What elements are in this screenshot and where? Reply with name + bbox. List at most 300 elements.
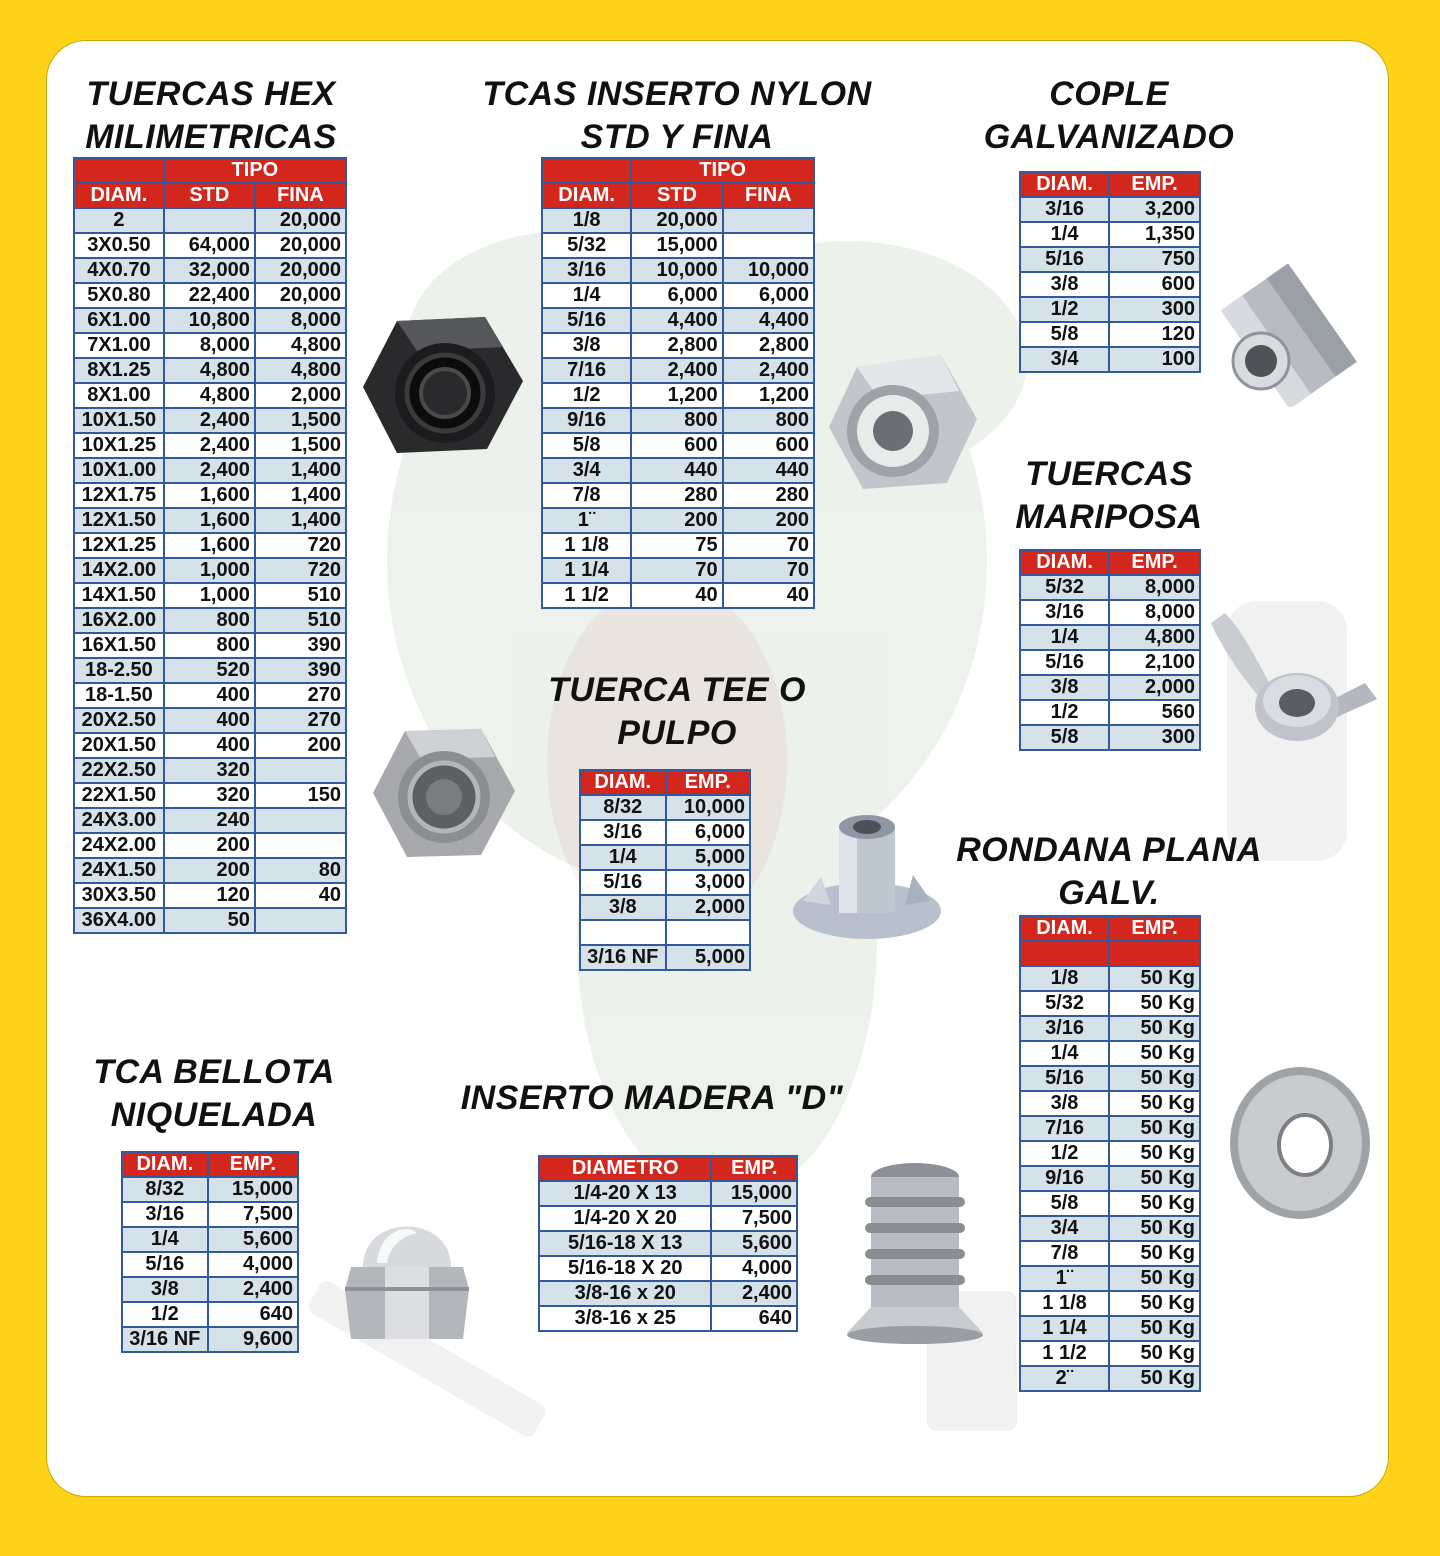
quantity-cell: 50 Kg (1109, 1041, 1200, 1066)
quantity-cell: 150 (255, 783, 346, 808)
quantity-cell: 50 Kg (1109, 1116, 1200, 1141)
diameter-cell: 8X1.25 (74, 358, 164, 383)
quantity-cell: 280 (631, 483, 722, 508)
table-row (74, 683, 346, 708)
quantity-cell: 2,400 (723, 358, 814, 383)
diameter-cell: 5/8 (1020, 322, 1109, 347)
column-header-cell: DIAM. (74, 183, 164, 208)
table-row (74, 433, 346, 458)
diameter-cell: 3/4 (1020, 1216, 1109, 1241)
table-row (1020, 966, 1200, 991)
diameter-cell: 1 1/2 (1020, 1341, 1109, 1366)
diameter-cell: 1/4 (580, 845, 666, 870)
quantity-cell: 4,800 (255, 358, 346, 383)
quantity-cell: 50 Kg (1109, 1316, 1200, 1341)
diameter-cell: 3/8 (542, 333, 631, 358)
quantity-cell: 2,400 (711, 1281, 797, 1306)
table-row (542, 408, 814, 433)
diameter-cell: 5/16-18 X 13 (539, 1231, 711, 1256)
nylon-lock-nut-icon (823, 337, 983, 497)
quantity-cell: 800 (631, 408, 722, 433)
diameter-cell: 7/8 (542, 483, 631, 508)
table-header-row (1020, 916, 1200, 941)
bellota-title-line1: TCA BELLOTA (93, 1053, 335, 1091)
table-row (122, 1302, 298, 1327)
table-row (1020, 1166, 1200, 1191)
header-tipo-cell: TIPO (164, 158, 346, 183)
table-row (74, 383, 346, 408)
quantity-cell: 400 (164, 683, 255, 708)
quantity-cell: 50 Kg (1109, 1291, 1200, 1316)
quantity-cell: 1,200 (631, 383, 722, 408)
quantity-cell: 1,400 (255, 483, 346, 508)
quantity-cell: 2,000 (255, 383, 346, 408)
table-row (542, 433, 814, 458)
diameter-cell: 3/8 (580, 895, 666, 920)
diameter-cell: 30X3.50 (74, 883, 164, 908)
diameter-cell: 1/4-20 X 20 (539, 1206, 711, 1231)
quantity-cell: 9,600 (208, 1327, 298, 1352)
table-row (74, 483, 346, 508)
table-row (1020, 1141, 1200, 1166)
quantity-cell: 70 (631, 558, 722, 583)
quantity-cell: 200 (631, 508, 722, 533)
table-row (1020, 650, 1200, 675)
quantity-cell: 20,000 (255, 258, 346, 283)
diameter-cell: 2¨ (1020, 1366, 1109, 1391)
quantity-cell: 1,200 (723, 383, 814, 408)
table-row (74, 633, 346, 658)
quantity-cell: 5,600 (711, 1231, 797, 1256)
hex-nut-black-icon (357, 303, 527, 463)
table-row (74, 583, 346, 608)
diameter-cell: 18-2.50 (74, 658, 164, 683)
cople-title-line2: GALVANIZADO (983, 118, 1235, 156)
diameter-cell: 5/16 (122, 1252, 208, 1277)
table-row (1020, 222, 1200, 247)
quantity-cell: 50 Kg (1109, 966, 1200, 991)
table-row (539, 1306, 797, 1331)
column-header-cell: DIAM. (1020, 550, 1109, 575)
quantity-cell: 120 (1109, 322, 1200, 347)
table-row (1020, 322, 1200, 347)
table-row (74, 333, 346, 358)
quantity-cell: 640 (208, 1302, 298, 1327)
table-row (74, 758, 346, 783)
nylon-title-line1: TCAS INSERTO NYLON (482, 75, 872, 113)
column-header-cell: DIAM. (580, 770, 666, 795)
quantity-cell: 50 Kg (1109, 1241, 1200, 1266)
quantity-cell: 2,400 (164, 458, 255, 483)
diameter-cell: 3/8 (1020, 1091, 1109, 1116)
hex-nut-zinc-icon (369, 717, 519, 867)
hex-nuts-title (61, 73, 361, 159)
table-row (580, 795, 750, 820)
wing-nut-icon (1205, 603, 1385, 753)
diameter-cell: 3/8 (122, 1277, 208, 1302)
diameter-cell: 1/4 (1020, 625, 1109, 650)
madera-table (538, 1155, 798, 1332)
column-header-cell: DIAM. (122, 1152, 208, 1177)
quantity-cell: 720 (255, 558, 346, 583)
diameter-cell: 3/16 NF (580, 945, 666, 970)
table-row (122, 1202, 298, 1227)
diameter-cell: 22X2.50 (74, 758, 164, 783)
diameter-cell: 10X1.25 (74, 433, 164, 458)
quantity-cell: 2,400 (631, 358, 722, 383)
table-header-row (74, 158, 346, 183)
quantity-cell: 520 (164, 658, 255, 683)
tee-title-line1: TUERCA TEE O (548, 671, 806, 709)
table-row (542, 483, 814, 508)
quantity-cell: 390 (255, 658, 346, 683)
diameter-cell: 3/4 (542, 458, 631, 483)
diameter-cell: 12X1.75 (74, 483, 164, 508)
table-row (1020, 725, 1200, 750)
wood-insert-icon (845, 1157, 985, 1347)
nylon-nuts-title (467, 73, 887, 159)
table-row (1020, 991, 1200, 1016)
quantity-cell (255, 833, 346, 858)
quantity-cell: 50 Kg (1109, 1341, 1200, 1366)
quantity-cell: 75 (631, 533, 722, 558)
quantity-cell: 40 (723, 583, 814, 608)
quantity-cell: 720 (255, 533, 346, 558)
diameter-cell: 24X1.50 (74, 858, 164, 883)
diameter-cell: 3/8-16 x 25 (539, 1306, 711, 1331)
table-row (74, 208, 346, 233)
mariposa-title (987, 453, 1231, 539)
quantity-cell: 2,000 (1109, 675, 1200, 700)
diameter-cell: 1 1/4 (542, 558, 631, 583)
quantity-cell: 5,600 (208, 1227, 298, 1252)
table-row (1020, 1116, 1200, 1141)
quantity-cell: 70 (723, 533, 814, 558)
column-header-cell: DIAM. (542, 183, 631, 208)
column-header-cell: FINA (723, 183, 814, 208)
quantity-cell: 1,500 (255, 408, 346, 433)
table-row (542, 308, 814, 333)
diameter-cell (1020, 941, 1109, 966)
table-row (539, 1256, 797, 1281)
quantity-cell: 4,800 (164, 358, 255, 383)
column-header-cell: EMP. (208, 1152, 298, 1177)
quantity-cell: 440 (631, 458, 722, 483)
nylon-nuts-table (541, 157, 815, 609)
table-row (580, 895, 750, 920)
bellota-title-line2: NIQUELADA (110, 1096, 318, 1134)
table-header-row (542, 158, 814, 183)
quantity-cell: 64,000 (164, 233, 255, 258)
quantity-cell: 8,000 (255, 308, 346, 333)
table-row (122, 1227, 298, 1252)
table-row (1020, 1341, 1200, 1366)
tee-nut-title (517, 669, 837, 755)
diameter-cell: 5/32 (1020, 991, 1109, 1016)
quantity-cell: 600 (723, 433, 814, 458)
hex-title-line1: TUERCAS HEX (86, 75, 336, 113)
diameter-cell: 3/16 (122, 1202, 208, 1227)
table-row (74, 458, 346, 483)
quantity-cell: 50 Kg (1109, 1191, 1200, 1216)
table-row (74, 558, 346, 583)
quantity-cell: 20,000 (255, 233, 346, 258)
column-header-cell: EMP. (1109, 550, 1200, 575)
diameter-cell: 5/16 (1020, 1066, 1109, 1091)
table-row (74, 883, 346, 908)
diameter-cell: 5/16 (542, 308, 631, 333)
quantity-cell: 8,000 (1109, 600, 1200, 625)
quantity-cell: 200 (255, 733, 346, 758)
quantity-cell (723, 208, 814, 233)
quantity-cell: 270 (255, 708, 346, 733)
quantity-cell: 6,000 (666, 820, 751, 845)
table-row (74, 608, 346, 633)
column-header-cell: EMP. (1109, 916, 1200, 941)
quantity-cell: 120 (164, 883, 255, 908)
quantity-cell: 1,600 (164, 533, 255, 558)
quantity-cell: 400 (164, 733, 255, 758)
table-row (74, 733, 346, 758)
quantity-cell: 640 (711, 1306, 797, 1331)
mariposa-title-line2: MARIPOSA (1015, 498, 1203, 536)
quantity-cell (255, 758, 346, 783)
quantity-cell: 10,000 (723, 258, 814, 283)
header-tipo-cell: TIPO (631, 158, 814, 183)
quantity-cell: 1,350 (1109, 222, 1200, 247)
diameter-cell: 2 (74, 208, 164, 233)
quantity-cell: 20,000 (255, 283, 346, 308)
table-header-row (122, 1152, 298, 1177)
quantity-cell: 300 (1109, 297, 1200, 322)
table-row (74, 358, 346, 383)
table-header-row (580, 770, 750, 795)
quantity-cell: 80 (255, 858, 346, 883)
table-row (542, 533, 814, 558)
diameter-cell: 3/16 (1020, 600, 1109, 625)
diameter-cell: 1/4 (1020, 1041, 1109, 1066)
nylon-title-line2: STD Y FINA (580, 118, 774, 156)
quantity-cell: 2,000 (666, 895, 751, 920)
hex-nuts-table (73, 157, 347, 934)
quantity-cell: 4,000 (711, 1256, 797, 1281)
quantity-cell: 2,400 (164, 408, 255, 433)
diameter-cell: 16X1.50 (74, 633, 164, 658)
quantity-cell: 8,000 (164, 333, 255, 358)
diameter-cell: 20X1.50 (74, 733, 164, 758)
table-row (74, 283, 346, 308)
quantity-cell: 510 (255, 583, 346, 608)
diameter-cell: 3/16 (1020, 1016, 1109, 1041)
diameter-cell: 10X1.50 (74, 408, 164, 433)
quantity-cell: 32,000 (164, 258, 255, 283)
diameter-cell: 9/16 (542, 408, 631, 433)
quantity-cell: 4,800 (164, 383, 255, 408)
quantity-cell: 7,500 (208, 1202, 298, 1227)
diameter-cell: 1/4 (1020, 222, 1109, 247)
quantity-cell: 1,000 (164, 558, 255, 583)
quantity-cell: 440 (723, 458, 814, 483)
column-header-cell: DIAM. (1020, 172, 1109, 197)
table-row (542, 508, 814, 533)
table-row (74, 533, 346, 558)
table-row (542, 558, 814, 583)
bellota-table (121, 1151, 299, 1353)
diameter-cell: 4X0.70 (74, 258, 164, 283)
quantity-cell: 2,800 (723, 333, 814, 358)
table-row (1020, 675, 1200, 700)
table-row (1020, 575, 1200, 600)
quantity-cell: 70 (723, 558, 814, 583)
diameter-cell: 1/2 (122, 1302, 208, 1327)
cople-title-line1: COPLE (1049, 75, 1169, 113)
diameter-cell: 3/8 (1020, 675, 1109, 700)
table-row (580, 845, 750, 870)
table-row (1020, 1241, 1200, 1266)
tee-nut-table (579, 769, 751, 971)
quantity-cell: 50 Kg (1109, 1141, 1200, 1166)
table-header-row (74, 183, 346, 208)
quantity-cell: 22,400 (164, 283, 255, 308)
table-header-row (1020, 550, 1200, 575)
quantity-cell: 1,600 (164, 508, 255, 533)
table-row (580, 870, 750, 895)
table-row (1020, 347, 1200, 372)
quantity-cell: 1,400 (255, 508, 346, 533)
table-row (122, 1177, 298, 1202)
quantity-cell: 15,000 (208, 1177, 298, 1202)
diameter-cell: 5/8 (542, 433, 631, 458)
diameter-cell: 3/16 (580, 820, 666, 845)
quantity-cell: 20,000 (255, 208, 346, 233)
table-row (1020, 1016, 1200, 1041)
quantity-cell: 510 (255, 608, 346, 633)
column-header-cell: DIAMETRO (539, 1156, 711, 1181)
table-header-row (539, 1156, 797, 1181)
diameter-cell: 24X3.00 (74, 808, 164, 833)
quantity-cell: 50 Kg (1109, 1366, 1200, 1391)
diameter-cell: 16X2.00 (74, 608, 164, 633)
diameter-cell: 20X2.50 (74, 708, 164, 733)
tee-title-line2: PULPO (617, 714, 737, 752)
table-row (1020, 700, 1200, 725)
table-row (74, 408, 346, 433)
table-row (539, 1181, 797, 1206)
table-row (1020, 1216, 1200, 1241)
diameter-cell: 1¨ (1020, 1266, 1109, 1291)
column-header-cell: EMP. (666, 770, 751, 795)
quantity-cell (723, 233, 814, 258)
quantity-cell: 300 (1109, 725, 1200, 750)
table-row (1020, 625, 1200, 650)
quantity-cell: 15,000 (711, 1181, 797, 1206)
table-row (539, 1281, 797, 1306)
diameter-cell: 1/8 (542, 208, 631, 233)
table-row (1020, 941, 1200, 966)
table-row (580, 820, 750, 845)
diameter-cell: 22X1.50 (74, 783, 164, 808)
quantity-cell: 10,800 (164, 308, 255, 333)
diameter-cell: 1/4 (122, 1227, 208, 1252)
diameter-cell: 9/16 (1020, 1166, 1109, 1191)
quantity-cell: 270 (255, 683, 346, 708)
quantity-cell: 6,000 (723, 283, 814, 308)
diameter-cell: 3/16 (1020, 197, 1109, 222)
quantity-cell: 400 (164, 708, 255, 733)
diameter-cell: 3/8 (1020, 272, 1109, 297)
table-row (1020, 247, 1200, 272)
diameter-cell: 5/32 (542, 233, 631, 258)
table-row (542, 583, 814, 608)
diameter-cell: 1 1/2 (542, 583, 631, 608)
cople-table (1019, 171, 1201, 373)
quantity-cell: 4,800 (255, 333, 346, 358)
coupling-nut-icon (1211, 257, 1361, 407)
acorn-nut-icon (337, 1193, 477, 1353)
quantity-cell: 4,400 (723, 308, 814, 333)
madera-title (457, 1077, 847, 1120)
diameter-cell: 12X1.25 (74, 533, 164, 558)
table-row (539, 1231, 797, 1256)
quantity-cell: 600 (1109, 272, 1200, 297)
diameter-cell: 3/16 (542, 258, 631, 283)
quantity-cell: 280 (723, 483, 814, 508)
diameter-cell: 3X0.50 (74, 233, 164, 258)
quantity-cell: 100 (1109, 347, 1200, 372)
table-header-row (1020, 172, 1200, 197)
quantity-cell: 3,200 (1109, 197, 1200, 222)
table-row (74, 833, 346, 858)
table-row (74, 258, 346, 283)
table-row (74, 708, 346, 733)
diameter-cell: 14X2.00 (74, 558, 164, 583)
quantity-cell: 50 Kg (1109, 1166, 1200, 1191)
table-row (1020, 1366, 1200, 1391)
table-header-row (542, 183, 814, 208)
quantity-cell: 40 (631, 583, 722, 608)
quantity-cell: 1,000 (164, 583, 255, 608)
quantity-cell: 50 Kg (1109, 1091, 1200, 1116)
diameter-cell: 12X1.50 (74, 508, 164, 533)
diameter-cell: 5X0.80 (74, 283, 164, 308)
diameter-cell: 1/2 (1020, 297, 1109, 322)
diameter-cell: 8/32 (122, 1177, 208, 1202)
quantity-cell: 320 (164, 783, 255, 808)
table-row (74, 858, 346, 883)
table-row (580, 945, 750, 970)
diameter-cell: 1¨ (542, 508, 631, 533)
rondana-title (947, 829, 1271, 915)
table-row (542, 383, 814, 408)
rondana-table (1019, 915, 1201, 1392)
diameter-cell (580, 920, 666, 945)
column-header-cell: STD (164, 183, 255, 208)
quantity-cell: 800 (164, 633, 255, 658)
column-header-cell: STD (631, 183, 722, 208)
diameter-cell: 5/8 (1020, 1191, 1109, 1216)
diameter-cell: 3/4 (1020, 347, 1109, 372)
quantity-cell: 2,400 (208, 1277, 298, 1302)
diameter-cell: 18-1.50 (74, 683, 164, 708)
quantity-cell: 4,000 (208, 1252, 298, 1277)
table-row (539, 1206, 797, 1231)
mariposa-table (1019, 549, 1201, 751)
quantity-cell: 20,000 (631, 208, 722, 233)
table-row (74, 783, 346, 808)
diameter-cell: 5/16-18 X 20 (539, 1256, 711, 1281)
quantity-cell (255, 908, 346, 933)
header-blank-cell (74, 158, 164, 183)
